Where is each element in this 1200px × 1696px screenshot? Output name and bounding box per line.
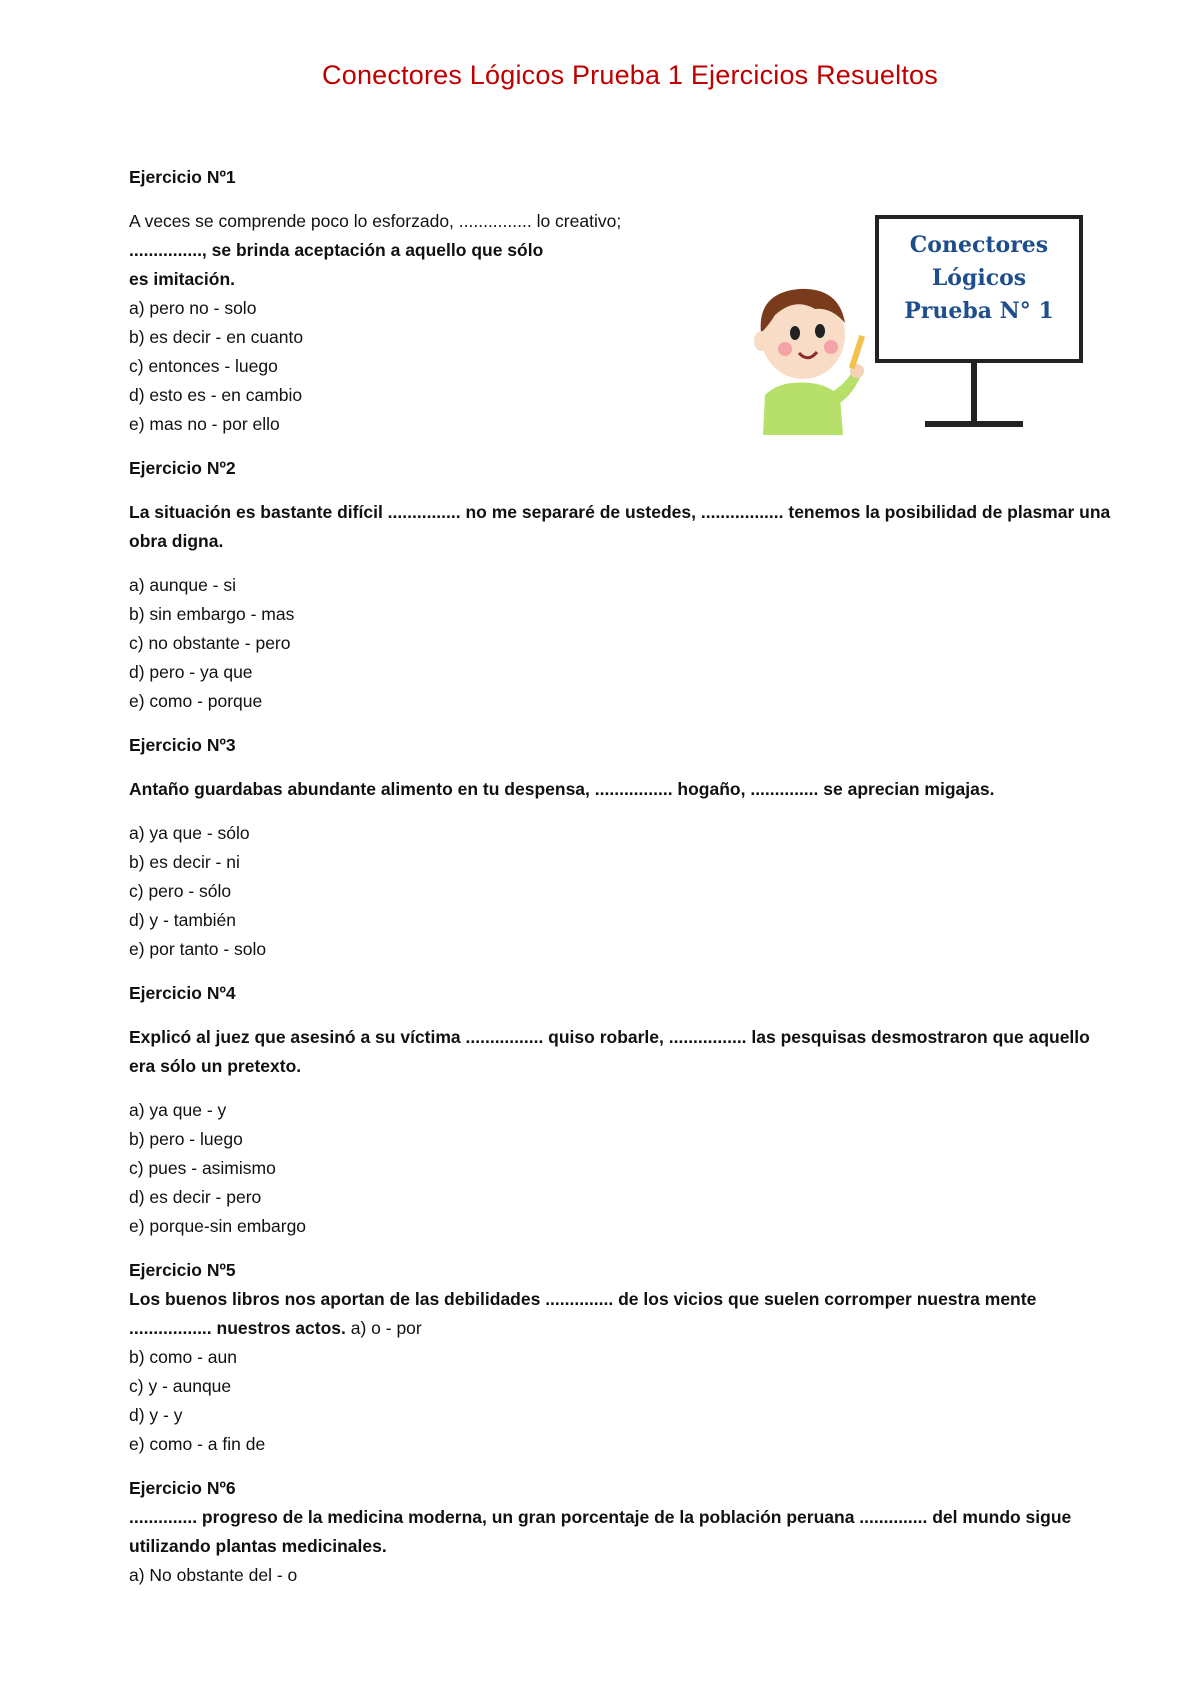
exercise-title: Ejercicio Nº5 bbox=[129, 1260, 236, 1280]
document-body bbox=[129, 163, 1119, 1605]
board-line: Conectores bbox=[909, 232, 1049, 258]
option: d) y - también bbox=[129, 910, 236, 930]
exercise-2 bbox=[129, 454, 1119, 716]
option: d) es decir - pero bbox=[129, 1187, 262, 1207]
exercise-4 bbox=[129, 979, 1119, 1241]
document-title: Conectores Lógicos Prueba 1 Ejercicios Resueltos bbox=[322, 60, 938, 90]
exercise-question bbox=[129, 1285, 1119, 1343]
exercise-question bbox=[129, 207, 719, 294]
option: e) como - a fin de bbox=[129, 1434, 266, 1454]
option: e) por tanto - solo bbox=[129, 939, 267, 959]
exercise-title: Ejercicio Nº6 bbox=[129, 1478, 236, 1498]
option: d) esto es - en cambio bbox=[129, 385, 303, 405]
exercise-title: Ejercicio Nº1 bbox=[129, 167, 236, 187]
option: e) mas no - por ello bbox=[129, 414, 280, 434]
question-line: ..............., se brinda aceptación a aquello que sólo bbox=[129, 240, 544, 260]
option: e) porque-sin embargo bbox=[129, 1216, 307, 1236]
option: a) pero no - solo bbox=[129, 298, 257, 318]
options-list bbox=[129, 571, 1119, 716]
option: c) no obstante - pero bbox=[129, 633, 291, 653]
options-list bbox=[129, 819, 1119, 964]
option: a) ya que - y bbox=[129, 1100, 227, 1120]
option: c) pero - sólo bbox=[129, 881, 232, 901]
exercise-question: Antaño guardabas abundante alimento en tu despensa, ................ hogaño, .............. se aprecian migajas. bbox=[129, 779, 995, 799]
exercise-question: Explicó al juez que asesinó a su víctima ................ quiso robarle, ................ las pesquisas desmostraron que aquello era sólo un pretexto. bbox=[129, 1027, 1090, 1076]
option: d) pero - ya que bbox=[129, 662, 253, 682]
options-list bbox=[129, 1561, 1119, 1590]
question-text: Los buenos libros nos aportan de las debilidades .............. de los vicios que suelen corromper nuestra mente ................. nuestros actos. bbox=[129, 1289, 1037, 1338]
board-line: Lógicos bbox=[931, 265, 1027, 291]
exercise-6 bbox=[129, 1474, 1119, 1590]
exercise-question: La situación es bastante difícil ............... no me separaré de ustedes, ................. tenemos la posibilidad de plasmar una obra digna. bbox=[129, 502, 1111, 551]
option: c) entonces - luego bbox=[129, 356, 278, 376]
exercise-title: Ejercicio Nº4 bbox=[129, 983, 236, 1003]
option: b) es decir - en cuanto bbox=[129, 327, 304, 347]
exercise-1 bbox=[129, 163, 1119, 439]
option: a) aunque - si bbox=[129, 575, 237, 595]
options-list bbox=[129, 1096, 1119, 1241]
option: e) como - porque bbox=[129, 691, 263, 711]
option: b) sin embargo - mas bbox=[129, 604, 295, 624]
exercise-title: Ejercicio Nº2 bbox=[129, 458, 236, 478]
exercise-5 bbox=[129, 1256, 1119, 1459]
option: c) pues - asimismo bbox=[129, 1158, 276, 1178]
question-line: A veces se comprende poco lo esforzado, ............... lo creativo; bbox=[129, 211, 622, 231]
option: b) es decir - ni bbox=[129, 852, 240, 872]
option: c) y - aunque bbox=[129, 1376, 232, 1396]
exercise-3 bbox=[129, 731, 1119, 964]
exercise-question: .............. progreso de la medicina moderna, un gran porcentaje de la población peruana .............. del mundo sigue utilizando plantas medicinales. bbox=[129, 1507, 1072, 1556]
option: b) como - aun bbox=[129, 1347, 237, 1367]
option: a) ya que - sólo bbox=[129, 823, 250, 843]
option: a) No obstante del - o bbox=[129, 1565, 298, 1585]
question-line: es imitación. bbox=[129, 269, 236, 289]
first-option-inline: a) o - por bbox=[345, 1318, 422, 1338]
exercise-title: Ejercicio Nº3 bbox=[129, 735, 236, 755]
option: d) y - y bbox=[129, 1405, 183, 1425]
options-list bbox=[129, 1343, 1119, 1459]
option: b) pero - luego bbox=[129, 1129, 243, 1149]
options-list bbox=[129, 294, 1119, 439]
board-line: Prueba N° 1 bbox=[904, 298, 1054, 324]
